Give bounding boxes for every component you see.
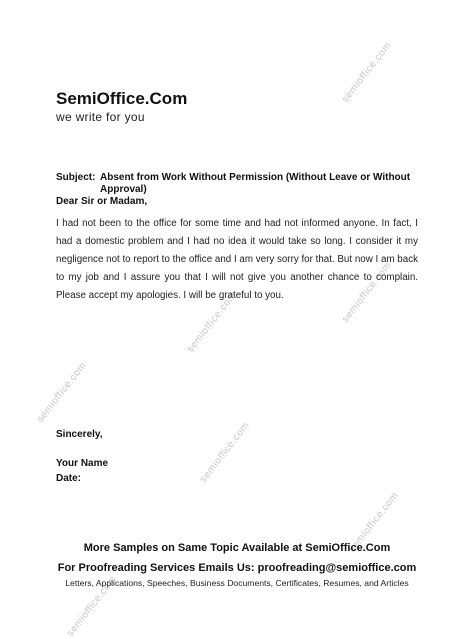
watermark: semioffice.com (347, 490, 401, 555)
watermark: semioffice.com (340, 40, 394, 105)
signature-name: Your Name (56, 458, 109, 469)
closing: Sincerely, (56, 429, 103, 440)
watermark: semioffice.com (340, 260, 394, 325)
brand-header (56, 89, 187, 124)
brand-tagline: we write for you (56, 110, 145, 124)
subject-label: Subject: (56, 172, 96, 183)
footer-proofreading-email: For Proofreading Services Emails Us: proofreading@semioffice.com (57, 562, 417, 574)
salutation: Dear Sir or Madam, (56, 196, 148, 207)
watermark: semioffice.com (65, 574, 119, 639)
watermark: semioffice.com (185, 290, 239, 355)
letter-body: I had not been to the office for some time and had not informed anyone. In fact, I had a domestic problem and I had no idea it would take so long. I consider it my negligence not to report to the office and I am very sorry for that. But now I am back to my job and I assure you that I will not give you another chance to complain. Please accept my apologies. I will be grateful to you. (56, 218, 418, 301)
brand-name: SemiOffice.Com (56, 89, 188, 108)
subject-line (56, 172, 416, 196)
watermark: semioffice.com (35, 360, 89, 425)
subject-text: Absent from Work Without Permission (Without Leave or Without Approval) (100, 172, 411, 195)
footer-categories: Letters, Applications, Speeches, Business Documents, Certificates, Resumes, and Articles (65, 578, 409, 588)
footer-samples-link: More Samples on Same Topic Available at SemiOffice.Com (83, 542, 391, 554)
signature-date: Date: (56, 473, 82, 484)
watermark: semioffice.com (198, 420, 252, 485)
